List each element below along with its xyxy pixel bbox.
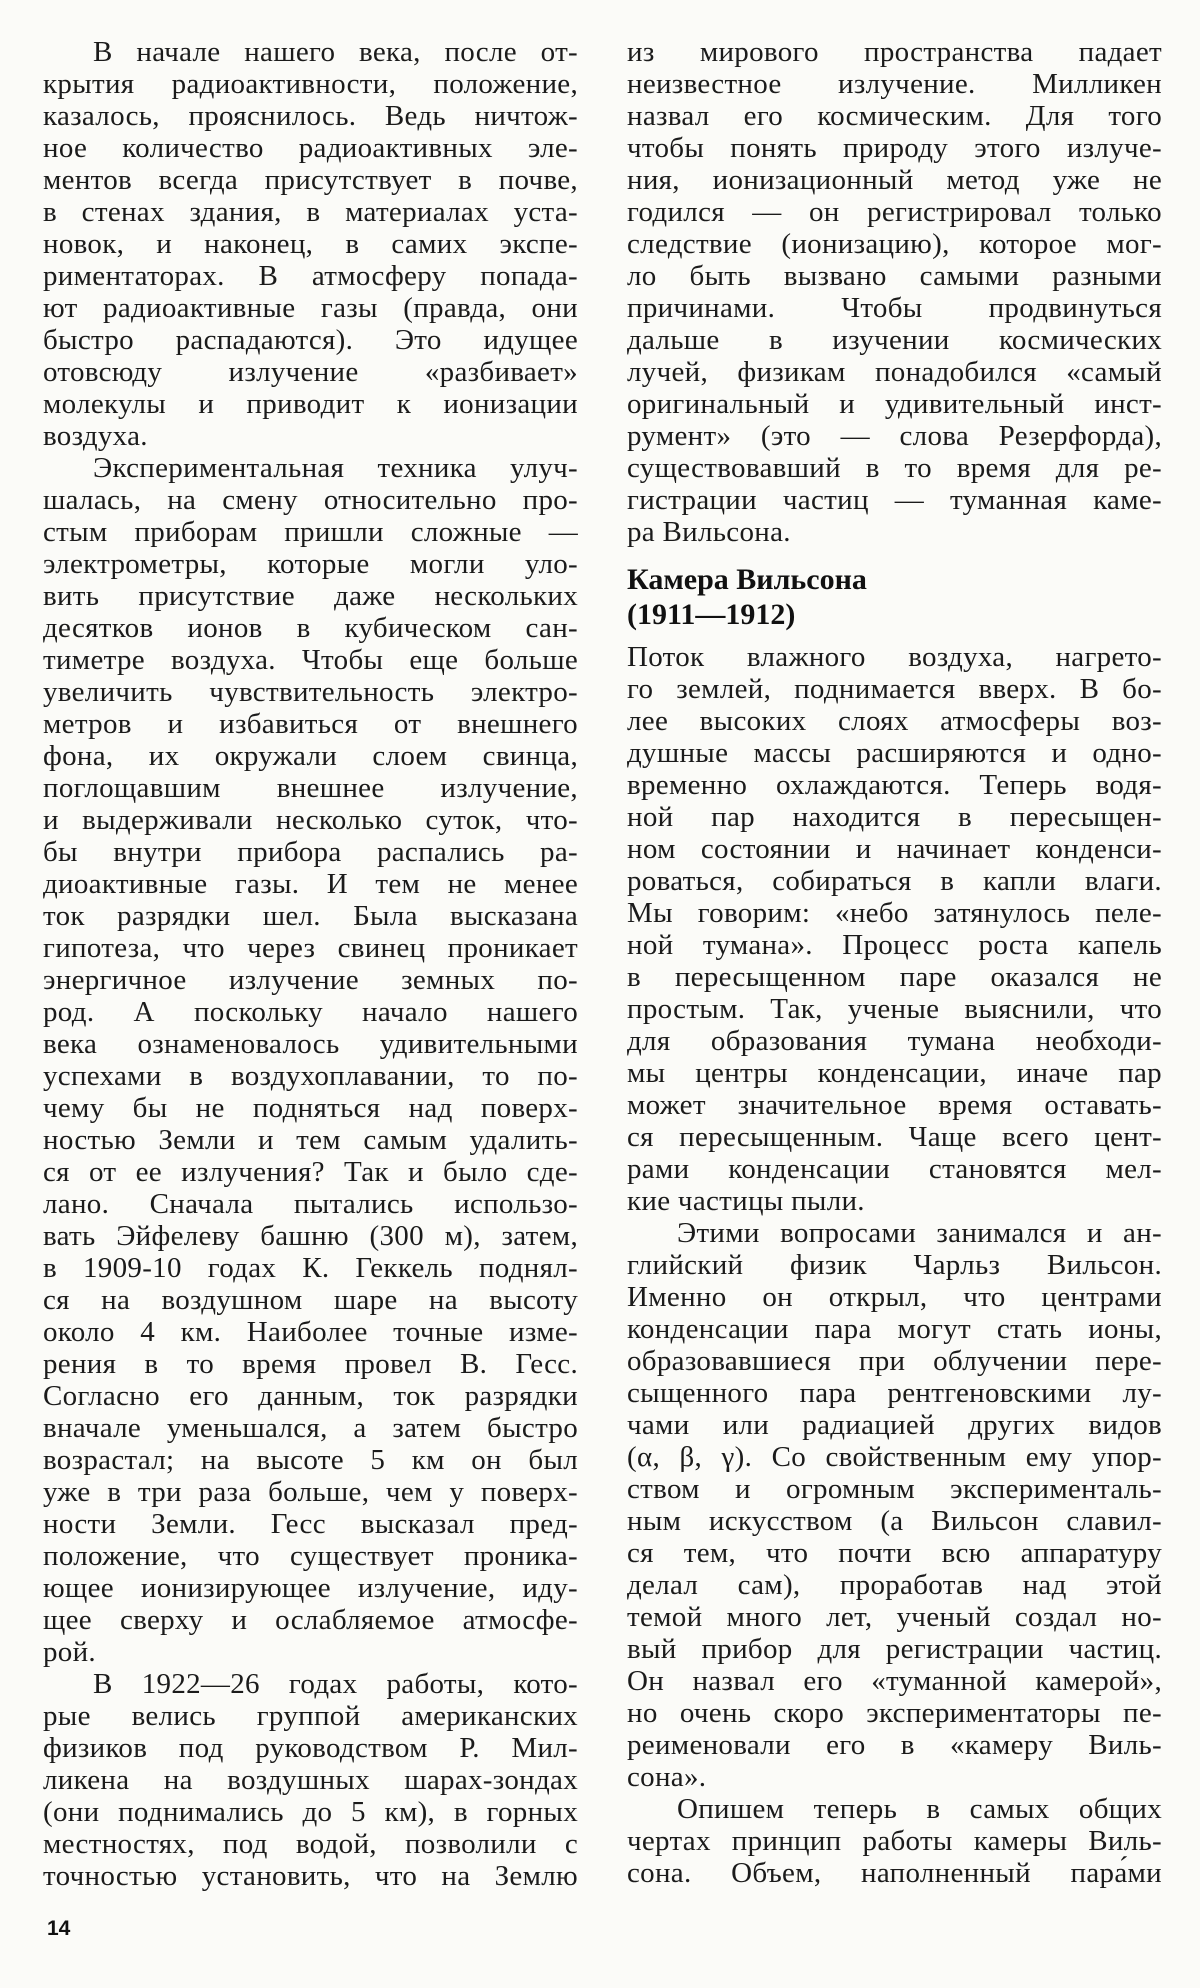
text-line: ло быть вызвано самыми разными [627,260,1162,292]
text-line: ством и огромным эксперименталь- [627,1473,1162,1505]
text-line: диоактивные газы. И тем не менее [43,868,578,900]
text-line: ной пар находится в пересыщен- [627,801,1162,833]
text-line: рой. [43,1636,96,1668]
text-line: годился — он регистрировал только [627,196,1162,228]
text-line: Этими вопросами занимался и ан- [677,1217,1162,1249]
text-line: десятков ионов в кубическом сан- [43,612,578,644]
text-line: точностью установить, что на Землю [43,1860,578,1892]
text-line: неизвестное излучение. Милликен [627,68,1162,100]
text-line: ся на воздушном шаре на высоту [43,1284,578,1316]
text-line: местностях, под водой, позволили с [43,1828,578,1860]
text-line: (α, β, γ). Со свойственным ему упор- [627,1441,1162,1473]
text-line: для образования тумана необходи- [627,1025,1162,1057]
text-line: го землей, поднимается вверх. В бо- [627,673,1162,705]
text-line: ментов всегда присутствует в почве, [43,164,578,196]
text-line: казалось, прояснилось. Ведь ничтож- [43,100,578,132]
text-line: лее высоких слоях атмосферы воз- [627,705,1162,737]
text-line: простым. Так, ученые выяснили, что [627,993,1162,1025]
text-line: временно охлаждаются. Теперь водя- [627,769,1162,801]
text-line: ют радиоактивные газы (правда, они [43,292,578,324]
text-line: быстро распадаются). Это идущее [43,324,578,356]
text-line: энергичное излучение земных по- [43,964,578,996]
text-line: в пересыщенном паре оказался не [627,961,1162,993]
text-line: причинами. Чтобы продвинуться [627,292,1162,324]
text-line: положение, что существует проника- [43,1540,578,1572]
text-line: увеличить чувствительность электро- [43,676,578,708]
text-line: гистрации частиц — туманная каме- [627,484,1162,516]
text-line: делал сам), проработав над этой [627,1569,1162,1601]
text-line: ное количество радиоактивных эле- [43,132,578,164]
text-line: рения в то время провел В. Гесс. [43,1348,578,1380]
text-line: сыщенного пара рентгеновскими лу- [627,1377,1162,1409]
text-line: В 1922—26 годах работы, кото- [93,1668,578,1700]
left-text-column [43,0,578,1988]
text-line: Он назвал его «туманной камерой», [627,1665,1162,1697]
text-line: ностью Земли и тем самым удалить- [43,1124,578,1156]
text-line: глийский физик Чарльз Вильсон. [627,1249,1162,1281]
text-line: воздуха. [43,420,148,452]
text-line: дальше в изучении космических [627,324,1162,356]
text-line: ным искусством (а Вильсон славил- [627,1505,1162,1537]
text-line: образовавшиеся при облучении пере- [627,1345,1162,1377]
text-line: (они поднимались до 5 км), в горных [43,1796,578,1828]
text-line: сона». [627,1761,707,1793]
text-line: щее сверху и ослабляемое атмосфе- [43,1604,578,1636]
text-line: Именно он открыл, что центрами [627,1281,1162,1313]
text-line: уже в три раза больше, чем у поверх- [43,1476,578,1508]
text-line: но очень скоро экспериментаторы пе- [627,1697,1162,1729]
text-line: вить присутствие даже нескольких [43,580,578,612]
text-line: поглощавшим внешнее излучение, [43,772,578,804]
text-line: физиков под руководством Р. Мил- [43,1732,578,1764]
text-line: вый прибор для регистрации частиц. [627,1633,1162,1665]
section-heading-years: (1911—1912) [627,598,796,631]
text-line: ра Вильсона. [627,516,791,548]
text-line: род. А поскольку начало нашего [43,996,578,1028]
text-line: тиметре воздуха. Чтобы еще больше [43,644,578,676]
text-line: Экспериментальная техника улуч- [93,452,578,484]
text-line: молекулы и приводит к ионизации [43,388,578,420]
text-line: назвал его космическим. Для того [627,100,1162,132]
text-line: существовавший в то время для ре- [627,452,1162,484]
text-line: шалась, на смену относительно про- [43,484,578,516]
text-line: темой много лет, ученый создал но- [627,1601,1162,1633]
text-line: риментаторах. В атмосферу попада- [43,260,578,292]
text-line: Согласно его данным, ток разрядки [43,1380,578,1412]
text-line: чтобы понять природу этого излуче- [627,132,1162,164]
text-line: ся пересыщенным. Чаще всего цент- [627,1121,1162,1153]
text-line: рые велись группой американских [43,1700,578,1732]
section-heading-title: Камера Вильсона [627,563,867,596]
text-line: ся тем, что почти всю аппаратуру [627,1537,1162,1569]
text-line: вначале уменьшался, а затем быстро [43,1412,578,1444]
text-line: ности Земли. Гесс высказал пред- [43,1508,578,1540]
text-line: душные массы расширяются и одно- [627,737,1162,769]
text-line: бы внутри прибора распались ра- [43,836,578,868]
text-line: Поток влажного воздуха, нагрето- [627,641,1162,673]
text-line: Мы говорим: «небо затянулось пеле- [627,897,1162,929]
text-line: румент» (это — слова Резерфорда), [627,420,1162,452]
text-line: чами или радиацией других видов [627,1409,1162,1441]
text-line: ликена на воздушных шарах-зондах [43,1764,578,1796]
text-line: конденсации пара могут стать ионы, [627,1313,1162,1345]
text-line: стым приборам пришли сложные — [43,516,578,548]
text-line: Опишем теперь в самых общих [677,1793,1162,1825]
text-line: и выдерживали несколько суток, что- [43,804,578,836]
text-line: следствие (ионизацию), которое мог- [627,228,1162,260]
text-line: лучей, физикам понадобился «самый [627,356,1162,388]
text-line: из мирового пространства падает [627,36,1162,68]
text-line: гипотеза, что через свинец проникает [43,932,578,964]
text-line: лано. Сначала пытались использо- [43,1188,578,1220]
text-line: века ознаменовалось удивительными [43,1028,578,1060]
text-line: оригинальный и удивительный инст- [627,388,1162,420]
text-line: ной тумана». Процесс роста капель [627,929,1162,961]
text-line: ния, ионизационный метод уже не [627,164,1162,196]
text-line: В начале нашего века, после от- [93,36,578,68]
text-line: мы центры конденсации, иначе пар [627,1057,1162,1089]
text-line: ющее ионизирующее излучение, иду- [43,1572,578,1604]
page-number: 14 [47,1917,71,1940]
text-line: ток разрядки шел. Была высказана [43,900,578,932]
text-line: чему бы не подняться над поверх- [43,1092,578,1124]
text-line: крытия радиоактивности, положение, [43,68,578,100]
text-line: в стенах здания, в материалах уста- [43,196,578,228]
text-line: фона, их окружали слоем свинца, [43,740,578,772]
text-line: в 1909-10 годах К. Геккель поднял- [43,1252,578,1284]
text-line: отовсюду излучение «разбивает» [43,356,578,388]
text-line: может значительное время оставать- [627,1089,1162,1121]
text-line: около 4 км. Наиболее точные изме- [43,1316,578,1348]
text-line: кие частицы пыли. [627,1185,865,1217]
text-line: ном состоянии и начинает конденси- [627,833,1162,865]
text-line: реименовали его в «камеру Виль- [627,1729,1162,1761]
text-line: новок, и наконец, в самих экспе- [43,228,578,260]
text-line: вать Эйфелеву башню (300 м), затем, [43,1220,578,1252]
text-line: успехами в воздухоплавании, то по- [43,1060,578,1092]
text-line: возрастал; на высоте 5 км он был [43,1444,578,1476]
text-line: роваться, собираться в капли влаги. [627,865,1162,897]
right-text-column [627,0,1162,1988]
text-line: рами конденсации становятся мел- [627,1153,1162,1185]
text-line: метров и избавиться от внешнего [43,708,578,740]
text-line: сона. Объем, наполненный пара́ми [627,1857,1162,1889]
text-line: ся от ее излучения? Так и было сде- [43,1156,578,1188]
text-line: электрометры, которые могли уло- [43,548,578,580]
text-line: чертах принцип работы камеры Виль- [627,1825,1162,1857]
